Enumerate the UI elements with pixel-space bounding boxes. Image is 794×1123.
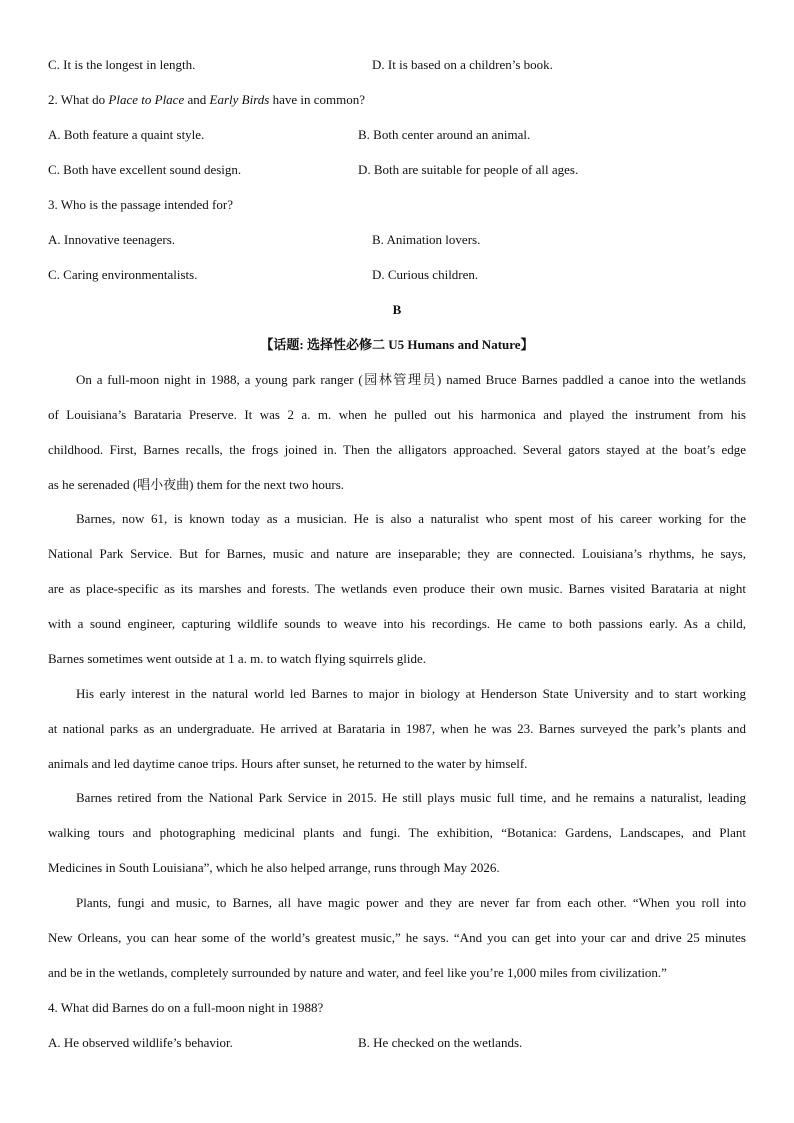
q3-stem: 3. Who is the passage intended for? — [48, 197, 233, 212]
paragraph-line: animals and led daytime canoe trips. Hours after sunset, he returned to the water by himself. — [48, 756, 528, 771]
paragraph-line: with a sound engineer, capturing wildlife sounds to weave into his recordings. He came to both passions early. As a child, — [48, 616, 746, 631]
paragraph-line: On a full-moon night in 1988, a young park ranger (园林管理员) named Bruce Barnes paddled a canoe into the wetlands — [76, 372, 746, 387]
section-letter: B — [392, 302, 402, 317]
paragraph-line: New Orleans, you can hear some of the world’s greatest music,” he says. “And you can get into your car and drive 25 minutes — [48, 930, 746, 945]
q2-stem-prefix: 2. What do — [48, 92, 109, 107]
paragraph-line: Barnes, now 61, is known today as a musician. He is also a naturalist who spent most of his career working for the — [76, 511, 746, 526]
paragraph-line: Medicines in South Louisiana”, which he also helped arrange, runs through May 2026. — [48, 860, 500, 875]
q2-stem — [48, 90, 746, 110]
paragraph-line: as he serenaded (唱小夜曲) them for the next two hours. — [48, 477, 345, 492]
q4-option-b: B. He checked on the wetlands. — [358, 1035, 523, 1050]
q2-options-row-2 — [48, 160, 746, 180]
q2-title-place-to-place: Place to Place — [108, 92, 185, 107]
q1-option-c: C. It is the longest in length. — [48, 57, 196, 72]
q3-option-a: A. Innovative teenagers. — [48, 232, 176, 247]
q4-options-row-1 — [48, 1033, 746, 1053]
q2-stem-suffix: have in common? — [269, 92, 366, 107]
q4-option-a: A. He observed wildlife’s behavior. — [48, 1035, 233, 1050]
q3-options-row-2 — [48, 265, 746, 285]
q3-option-d: D. Curious children. — [372, 267, 479, 282]
paragraph-line: Barnes retired from the National Park Service in 2015. He still plays music full time, and he remains a naturalist, leading — [76, 790, 746, 805]
paragraph-line: at national parks as an undergraduate. He arrived at Barataria in 1987, when he was 23. Barnes surveyed the park’s plants and — [48, 721, 746, 736]
paragraph-line: and be in the wetlands, completely surrounded by nature and water, and feel like you’re 1,000 miles from civilization.” — [48, 965, 667, 980]
paragraph-line: are as place-specific as its marshes and forests. The wetlands even produce their own music. Barnes visited Barataria at night — [48, 581, 746, 596]
paragraph-line: of Louisiana’s Barataria Preserve. It was 2 a. m. when he pulled out his harmonica and played the instrument from his — [48, 407, 746, 422]
q2-option-a: A. Both feature a quaint style. — [48, 127, 205, 142]
q2-stem-mid: and — [184, 92, 210, 107]
paragraph-2 — [48, 509, 746, 684]
paragraph-3 — [48, 684, 746, 789]
paragraph-5 — [48, 893, 746, 998]
paragraph-line: His early interest in the natural world led Barnes to major in biology at Henderson State University and to start working — [76, 686, 746, 701]
q3-options-row-1 — [48, 230, 746, 250]
paragraph-line: Plants, fungi and music, to Barnes, all have magic power and they are never far from each other. “When you roll into — [76, 895, 746, 910]
q3-option-b: B. Animation lovers. — [372, 232, 481, 247]
paragraph-line: childhood. First, Barnes recalls, the frogs joined in. Then the alligators approached. Several gators stayed at the boat’s edge — [48, 442, 746, 457]
paragraph-1 — [48, 370, 746, 510]
q2-option-c: C. Both have excellent sound design. — [48, 162, 242, 177]
q4-stem: 4. What did Barnes do on a full-moon night in 1988? — [48, 1000, 324, 1015]
paragraph-line: Barnes sometimes went outside at 1 a. m. to watch flying squirrels glide. — [48, 651, 427, 666]
q1-options-row — [48, 55, 746, 75]
q1-option-d: D. It is based on a children’s book. — [372, 57, 553, 72]
q2-option-d: D. Both are suitable for people of all ages. — [358, 162, 579, 177]
paragraph-4 — [48, 788, 746, 893]
q2-title-early-birds: Early Birds — [209, 92, 270, 107]
section-topic: 【话题: 选择性必修二 U5 Humans and Nature】 — [260, 337, 534, 352]
q2-options-row-1 — [48, 125, 746, 145]
paragraph-line: National Park Service. But for Barnes, music and nature are inseparable; they are connected. Louisiana’s rhythms, he says, — [48, 546, 746, 561]
paragraph-line: walking tours and photographing medicinal plants and fungi. The exhibition, “Botanica: Gardens, Landscapes, and Plant — [48, 825, 746, 840]
q2-option-b: B. Both center around an animal. — [358, 127, 531, 142]
q3-option-c: C. Caring environmentalists. — [48, 267, 198, 282]
